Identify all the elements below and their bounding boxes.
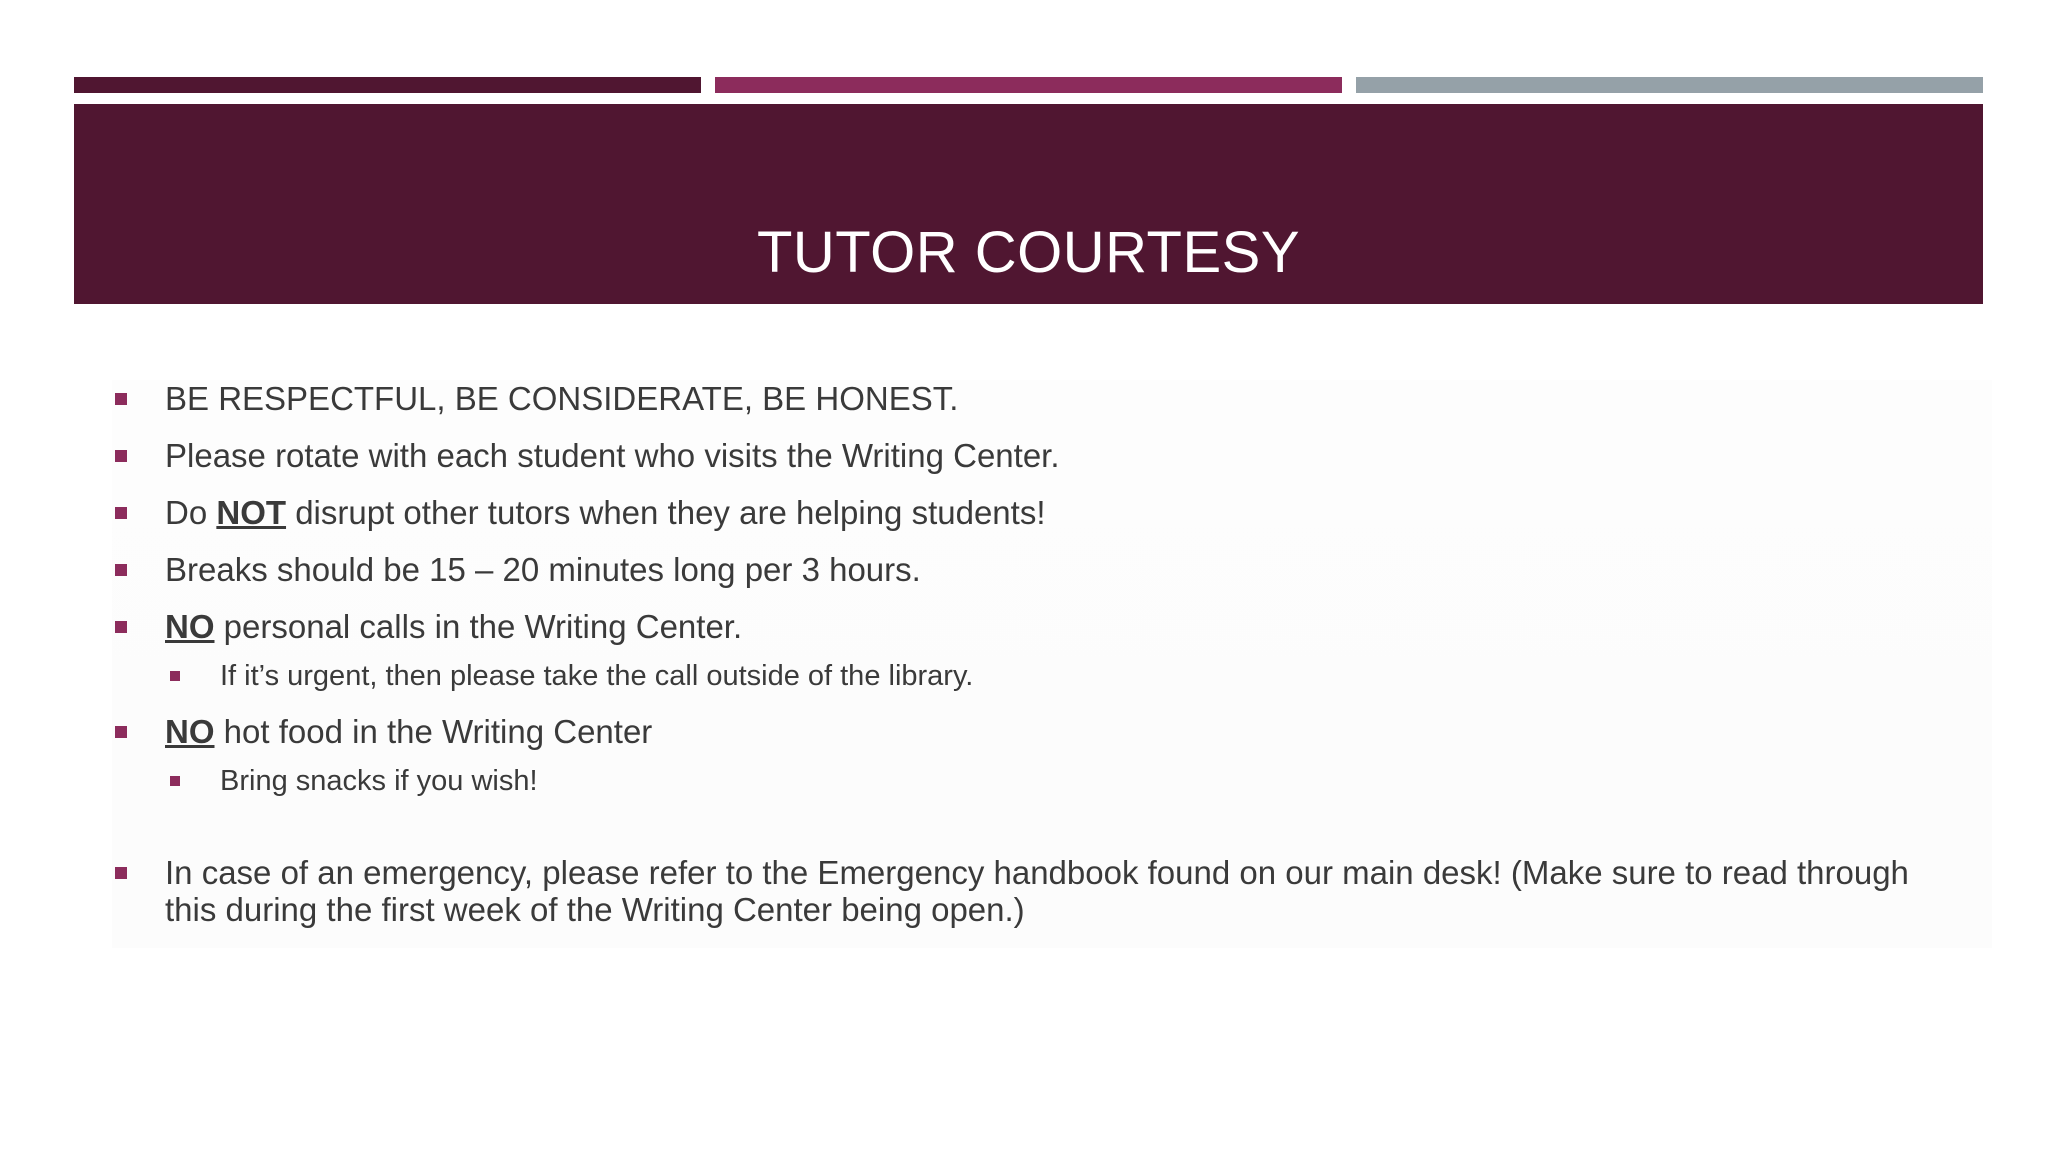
bullet-emphasis: NO xyxy=(165,713,215,750)
accent-bar-magenta xyxy=(715,77,1342,93)
bullet-text-line-1: In case of an emergency, please refer to the Emergency handbook found on our main desk! (Make sure to read through xyxy=(165,854,1909,891)
bullet-text-suffix: hot food in the Writing Center xyxy=(214,713,653,750)
accent-bar-gray xyxy=(1356,77,1983,93)
bullet-emphasis: NOT xyxy=(216,494,287,531)
square-bullet-icon xyxy=(115,450,127,462)
sub-bullet-item xyxy=(112,659,1992,693)
sub-bullet-text: If it’s urgent, then please take the call outside of the library. xyxy=(220,660,974,692)
square-bullet-icon xyxy=(115,867,127,879)
bullet-item xyxy=(112,854,1992,928)
bullet-item xyxy=(112,494,1992,531)
bullet-text-suffix: disrupt other tutors when they are helping students! xyxy=(286,494,1046,531)
bullet-item xyxy=(112,380,1992,417)
bullet-item xyxy=(112,713,1992,750)
bullet-text-suffix: personal calls in the Writing Center. xyxy=(214,608,743,645)
square-bullet-icon xyxy=(115,726,127,738)
square-bullet-icon xyxy=(115,507,127,519)
square-bullet-icon xyxy=(115,621,127,633)
sub-bullet-item xyxy=(112,764,1992,798)
title-band xyxy=(74,104,1983,304)
square-bullet-icon xyxy=(115,564,127,576)
accent-bar-dark xyxy=(74,77,701,93)
bullet-list xyxy=(112,380,1992,928)
square-bullet-icon xyxy=(170,776,180,786)
bullet-text: BE RESPECTFUL, BE CONSIDERATE, BE HONEST. xyxy=(165,380,959,417)
bullet-item xyxy=(112,551,1992,588)
square-bullet-icon xyxy=(170,671,180,681)
bullet-text-prefix: Do xyxy=(165,494,217,531)
bullet-item xyxy=(112,437,1992,474)
bullet-text: Breaks should be 15 – 20 minutes long per 3 hours. xyxy=(165,551,921,588)
square-bullet-icon xyxy=(115,393,127,405)
bullet-item xyxy=(112,608,1992,645)
bullet-emphasis: NO xyxy=(165,608,215,645)
bullet-text: Please rotate with each student who visits the Writing Center. xyxy=(165,437,1060,474)
sub-bullet-text: Bring snacks if you wish! xyxy=(220,765,538,797)
slide-title: TUTOR COURTESY xyxy=(756,220,1301,285)
bullet-text-line-2: this during the first week of the Writing Center being open.) xyxy=(165,891,1025,928)
bullet-content xyxy=(112,380,1992,948)
